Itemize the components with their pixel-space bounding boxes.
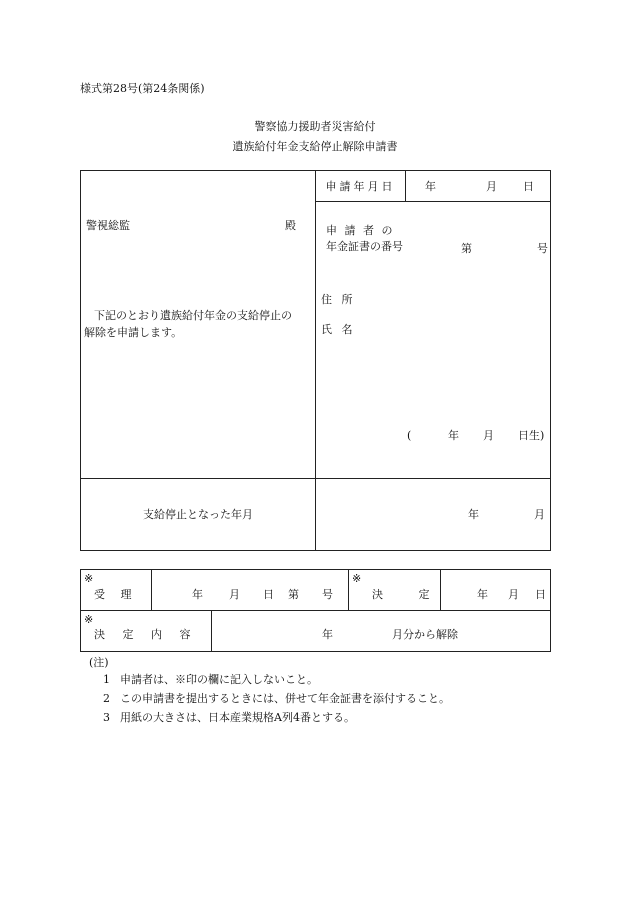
addressee-honorific: 殿	[285, 219, 296, 232]
receipt-mark: ※	[84, 572, 94, 585]
receipt-label: 受 理	[94, 588, 138, 601]
request-text-line-1: 下記のとおり遺族給付年金の支給停止の	[94, 309, 292, 322]
birth-day: 日生)	[518, 429, 545, 442]
name-label: 氏 名	[321, 323, 356, 336]
application-date-day[interactable]: 日	[523, 180, 534, 193]
suspension-label: 支給停止となった年月	[143, 508, 253, 521]
application-date-label: 申請年月日	[325, 180, 396, 193]
decision-year: 年	[477, 588, 488, 601]
certificate-number-label-2: 年金証書の番号	[326, 240, 403, 253]
decision-content-label: 決 定 内 容	[94, 628, 198, 641]
receipt-dai: 第	[288, 588, 299, 601]
receipt-month: 月	[229, 588, 240, 601]
decision-day: 日	[535, 588, 546, 601]
decision-content-mark: ※	[84, 613, 94, 626]
addressee-name: 警視総監	[86, 219, 130, 232]
certificate-number-suffix: 号	[537, 242, 548, 255]
request-text-line-2: 解除を申請します。	[84, 326, 183, 339]
suspension-year[interactable]: 年	[468, 508, 479, 521]
birth-open-paren: (	[407, 429, 412, 442]
decision-content-year: 年	[322, 628, 333, 641]
decision-label: 決 定	[372, 588, 446, 601]
title-line-1: 警察協力援助者災害給付	[254, 120, 376, 133]
note-text: 申請者は、※印の欄に記入しないこと。	[120, 673, 318, 686]
receipt-go: 号	[322, 588, 333, 601]
decision-content-text: 月分から解除	[392, 628, 458, 641]
certificate-number-label-1: 申 請 者 の	[326, 224, 395, 237]
notes-heading: (注)	[89, 656, 109, 669]
address-label: 住 所	[321, 293, 356, 306]
application-date-month[interactable]: 月	[486, 180, 497, 193]
certificate-number-prefix[interactable]: 第	[461, 242, 472, 255]
decision-month: 月	[508, 588, 519, 601]
application-date-year[interactable]: 年	[425, 180, 436, 193]
note-number: 2	[103, 692, 110, 705]
birth-year: 年	[448, 429, 459, 442]
receipt-year: 年	[192, 588, 203, 601]
note-number: 3	[103, 711, 110, 724]
receipt-day: 日	[263, 588, 274, 601]
title-line-2: 遺族給付年金支給停止解除申請書	[232, 140, 398, 153]
birth-month: 月	[483, 429, 494, 442]
note-number: 1	[103, 673, 110, 686]
suspension-month[interactable]: 月	[534, 508, 545, 521]
note-text: 用紙の大きさは、日本産業規格A列4番とする。	[120, 711, 355, 724]
note-text: この申請書を提出するときには、併せて年金証書を添付すること。	[120, 692, 450, 705]
decision-mark: ※	[352, 572, 362, 585]
form-number: 様式第28号(第24条関係)	[80, 82, 205, 95]
